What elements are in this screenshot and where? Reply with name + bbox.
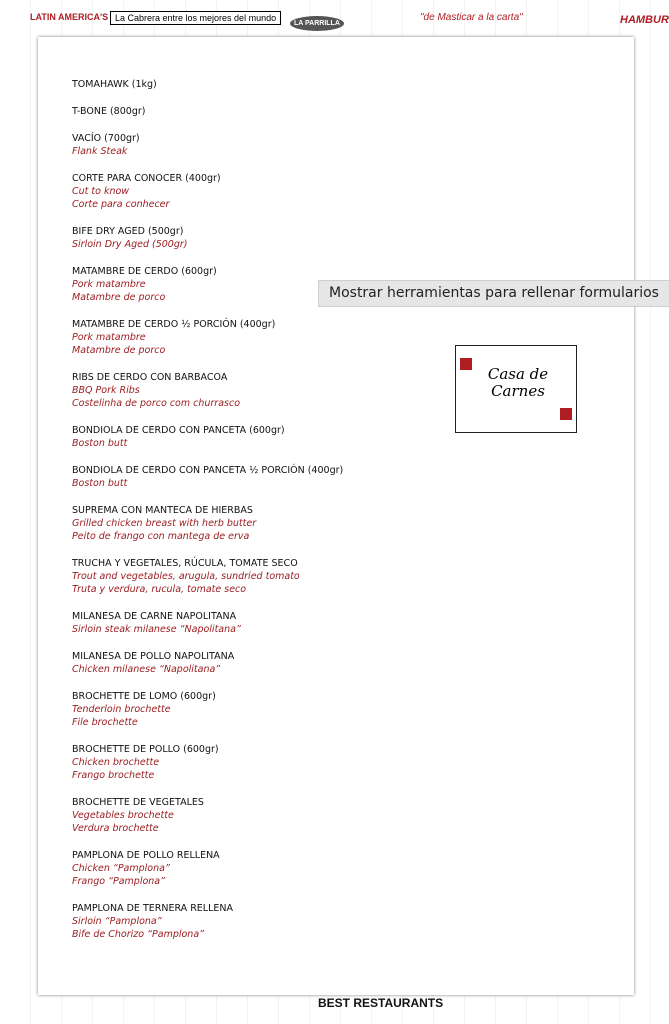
- menu-item-translation: Trout and vegetables, arugula, sundried tomato: [72, 571, 300, 582]
- menu-item-translation: Bife de Chorizo “Pamplona”: [72, 929, 205, 940]
- menu-item-name: BONDIOLA DE CERDO CON PANCETA (600gr): [72, 425, 285, 436]
- hamburger-label: HAMBUR: [620, 14, 669, 26]
- menu-item-name: BIFE DRY AGED (500gr): [72, 226, 184, 237]
- menu-item-translation: Frango “Pamplona”: [72, 876, 166, 887]
- menu-item-translation: Sirloin Dry Aged (500gr): [72, 239, 188, 250]
- menu-item-name: CORTE PARA CONOCER (400gr): [72, 173, 221, 184]
- menu-item: [72, 225, 343, 251]
- menu-item-translation: Truta y verdura, rucula, tomate seco: [72, 584, 247, 595]
- menu-item-translation: Boston butt: [72, 438, 128, 449]
- menu-item-translation: File brochette: [72, 717, 138, 728]
- masticar-slogan: "de Masticar a la carta": [420, 12, 523, 23]
- menu-item: [72, 557, 343, 596]
- menu-item-translation: Chicken “Pamplona”: [72, 863, 170, 874]
- menu-item-name: BROCHETTE DE POLLO (600gr): [72, 744, 219, 755]
- menu-item: [72, 464, 343, 490]
- menu-item-translation: Sirloin “Pamplona”: [72, 916, 162, 927]
- menu-item-translation: Chicken brochette: [72, 757, 160, 768]
- menu-item-translation: Costelinha de porco com churrasco: [72, 398, 241, 409]
- parrilla-badge: LA PARRILLA: [290, 16, 344, 31]
- menu-item-name: T-BONE (800gr): [72, 106, 146, 117]
- menu-item-name: VACÍO (700gr): [72, 133, 140, 144]
- menu-item: [72, 504, 343, 543]
- latin-america-badge: LATIN AMERICA'S: [30, 12, 109, 22]
- menu-item-name: MILANESA DE CARNE NAPOLITANA: [72, 611, 237, 622]
- menu-item-translation: Vegetables brochette: [72, 810, 174, 821]
- menu-item: [72, 172, 343, 211]
- menu-item: [72, 105, 343, 118]
- menu-item-name: MILANESA DE POLLO NAPOLITANA: [72, 651, 235, 662]
- menu-item-name: BROCHETTE DE VEGETALES: [72, 797, 204, 808]
- menu-list: [72, 78, 343, 955]
- menu-item-translation: Sirloin steak milanese “Napolitana”: [72, 624, 241, 635]
- menu-item: [72, 610, 343, 636]
- casa-de-carnes-logo: Casa de Carnes: [455, 345, 577, 433]
- menu-item-name: MATAMBRE DE CERDO (600gr): [72, 266, 217, 277]
- menu-item: [72, 849, 343, 888]
- menu-item-name: TOMAHAWK (1kg): [72, 79, 157, 90]
- menu-item: [72, 78, 343, 91]
- menu-item: [72, 743, 343, 782]
- menu-page: [38, 37, 634, 995]
- menu-item-translation: Grilled chicken breast with herb butter: [72, 518, 257, 529]
- menu-item: [72, 650, 343, 676]
- menu-item-name: RIBS DE CERDO CON BARBACOA: [72, 372, 228, 383]
- menu-item-translation: Pork matambre: [72, 279, 146, 290]
- menu-item-translation: Flank Steak: [72, 146, 128, 157]
- menu-item-translation: Frango brochette: [72, 770, 155, 781]
- menu-item-translation: Chicken milanese “Napolitana”: [72, 664, 221, 675]
- menu-item-name: SUPREMA CON MANTECA DE HIERBAS: [72, 505, 253, 516]
- menu-item-name: TRUCHA Y VEGETALES, RÚCULA, TOMATE SECO: [72, 558, 298, 569]
- menu-item-translation: Tenderloin brochette: [72, 704, 171, 715]
- form-tools-tooltip: Mostrar herramientas para rellenar formularios: [318, 280, 669, 307]
- menu-item-name: PAMPLONA DE TERNERA RELLENA: [72, 903, 233, 914]
- best-restaurants-label: BEST RESTAURANTS: [318, 996, 444, 1010]
- menu-item-name: BONDIOLA DE CERDO CON PANCETA ½ PORCIÓN (400gr): [72, 465, 344, 476]
- menu-item-translation: BBQ Pork Ribs: [72, 385, 140, 396]
- menu-item: [72, 796, 343, 835]
- menu-item-name: PAMPLONA DE POLLO RELLENA: [72, 850, 220, 861]
- menu-item-translation: Matambre de porco: [72, 345, 166, 356]
- menu-item: [72, 318, 343, 357]
- menu-item: [72, 690, 343, 729]
- menu-item-translation: Peito de frango con mantega de erva: [72, 531, 250, 542]
- menu-item: [72, 371, 343, 410]
- menu-item: [72, 424, 343, 450]
- menu-item-name: BROCHETTE DE LOMO (600gr): [72, 691, 216, 702]
- tagline-box: La Cabrera entre los mejores del mundo: [110, 11, 281, 25]
- menu-item: [72, 132, 343, 158]
- menu-item-translation: Corte para conhecer: [72, 199, 170, 210]
- menu-item-translation: Boston butt: [72, 478, 128, 489]
- menu-item-name: MATAMBRE DE CERDO ½ PORCIÓN (400gr): [72, 319, 276, 330]
- menu-item-translation: Matambre de porco: [72, 292, 166, 303]
- menu-item: [72, 902, 343, 941]
- menu-item-translation: Verdura brochette: [72, 823, 159, 834]
- menu-item: [72, 265, 343, 304]
- menu-item-translation: Cut to know: [72, 186, 130, 197]
- menu-item-translation: Pork matambre: [72, 332, 146, 343]
